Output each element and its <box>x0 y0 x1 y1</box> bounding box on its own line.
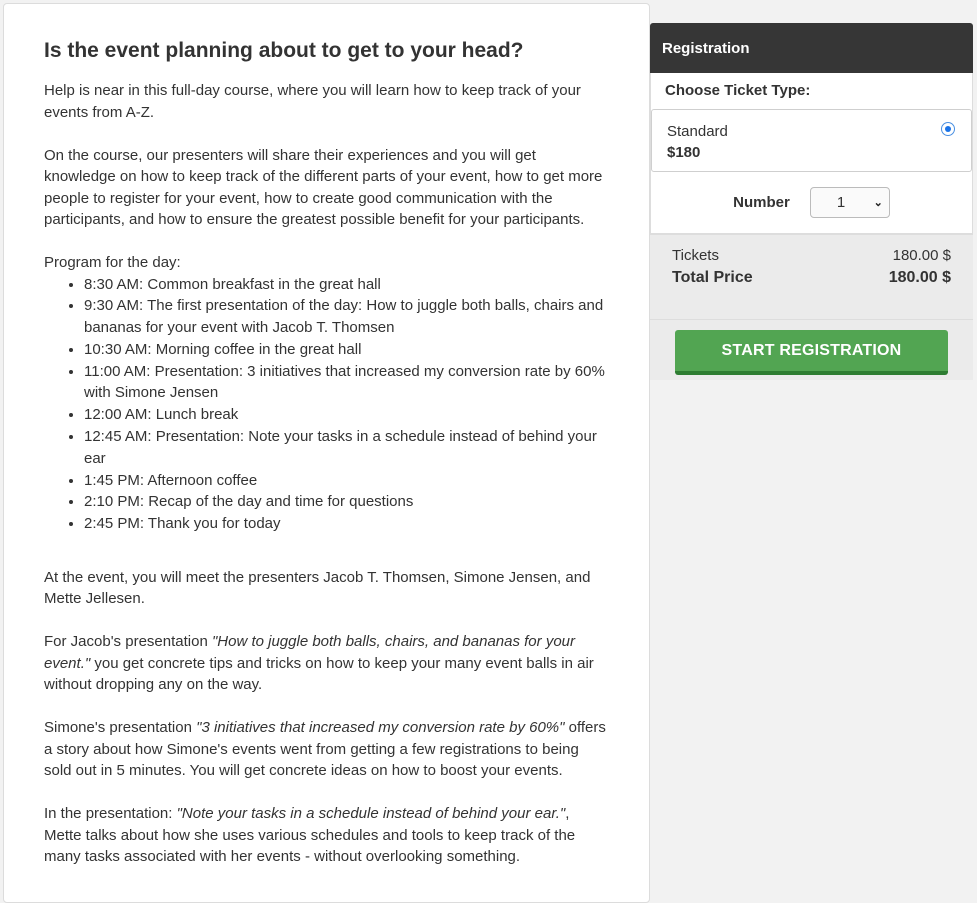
total-row <box>672 267 951 289</box>
mette-paragraph <box>44 803 609 868</box>
simone-paragraph <box>44 717 609 782</box>
number-label: Number <box>733 194 790 211</box>
ticket-option-standard[interactable] <box>651 109 972 172</box>
jacob-paragraph <box>44 631 609 696</box>
number-value: 1 <box>836 194 846 211</box>
total-value: 180.00 $ <box>888 269 951 286</box>
number-row <box>651 172 972 233</box>
simone-post: offers a story about how Simone's events went from getting a few registrations to being sold out in 5 minutes. You will get concrete ideas on how to boost your events. <box>44 719 606 780</box>
spacer <box>44 557 609 567</box>
jacob-quote: "How to juggle both balls, chairs, and bananas for your event." <box>44 633 575 672</box>
mette-quote: "Note your tasks in a schedule instead of behind your ear." <box>176 805 566 823</box>
tickets-value: 180.00 $ <box>892 247 951 264</box>
list-item: • 2:45 PM: Thank you for today <box>84 513 609 535</box>
mette-post: , Mette talks about how she uses various schedules and tools to keep track of the many tasks associated with her events - without overlooking something. <box>44 805 576 866</box>
list-item: • 1:45 PM: Afternoon coffee <box>84 470 609 492</box>
registration-header: Registration <box>650 23 973 73</box>
ticket-radio-selected-icon[interactable] <box>941 122 955 136</box>
chevron-down-icon: ⌄ <box>873 197 883 209</box>
simone-pre: Simone's presentation <box>44 719 197 737</box>
ticket-name: Standard <box>667 123 728 140</box>
choose-ticket-label: Choose Ticket Type: <box>665 82 811 99</box>
event-description-card <box>3 3 650 903</box>
number-select[interactable] <box>810 187 890 218</box>
jacob-pre: For Jacob's presentation <box>44 633 212 651</box>
list-item: • 8:30 AM: Common breakfast in the great hall <box>84 274 609 296</box>
tickets-label: Tickets <box>672 247 719 264</box>
list-item: • 12:45 AM: Presentation: Note your tasks in a schedule instead of behind your ear <box>84 426 609 470</box>
action-section <box>650 319 973 380</box>
list-item: • 11:00 AM: Presentation: 3 initiatives that increased my conversion rate by 60% with Simone Jensen <box>84 361 609 405</box>
list-item: • 2:10 PM: Recap of the day and time for questions <box>84 491 609 513</box>
list-item: • 12:00 AM: Lunch break <box>84 404 609 426</box>
registration-body <box>650 73 973 234</box>
tickets-row <box>672 245 951 267</box>
simone-quote: "3 initiatives that increased my conversion rate by 60%" <box>196 719 565 737</box>
page-title: Is the event planning about to get to your head? <box>44 39 524 62</box>
list-item: • 10:30 AM: Morning coffee in the great hall <box>84 339 609 361</box>
total-label: Total Price <box>672 269 753 286</box>
course-description: On the course, our presenters will share their experiences and you will get knowledge on how to keep track of the different parts of your event, how to get more people to register for your event, how to create good communication with the participants, and how to ensure the greatest possible benefit for your participants. <box>44 146 603 228</box>
program-list <box>44 274 609 536</box>
intro-text: Help is near in this full-day course, where you will learn how to keep track of your events from A-Z. <box>44 82 581 121</box>
mette-pre: In the presentation: <box>44 805 177 823</box>
jacob-post: you get concrete tips and tricks on how to keep your many event balls in air without dropping any on the way. <box>44 654 594 694</box>
list-item: • 9:30 AM: The first presentation of the day: How to juggle both balls, chairs and bananas for your event with Jacob T. Thomsen <box>84 295 609 339</box>
start-registration-button[interactable]: START REGISTRATION <box>675 330 948 375</box>
presenters-text: At the event, you will meet the presenters Jacob T. Thomsen, Simone Jensen, and Mette Jellesen. <box>44 568 591 608</box>
ticket-price: $180 <box>667 144 701 161</box>
registration-panel <box>650 23 973 380</box>
program-label: Program for the day: <box>44 254 181 271</box>
totals-section <box>650 234 973 319</box>
